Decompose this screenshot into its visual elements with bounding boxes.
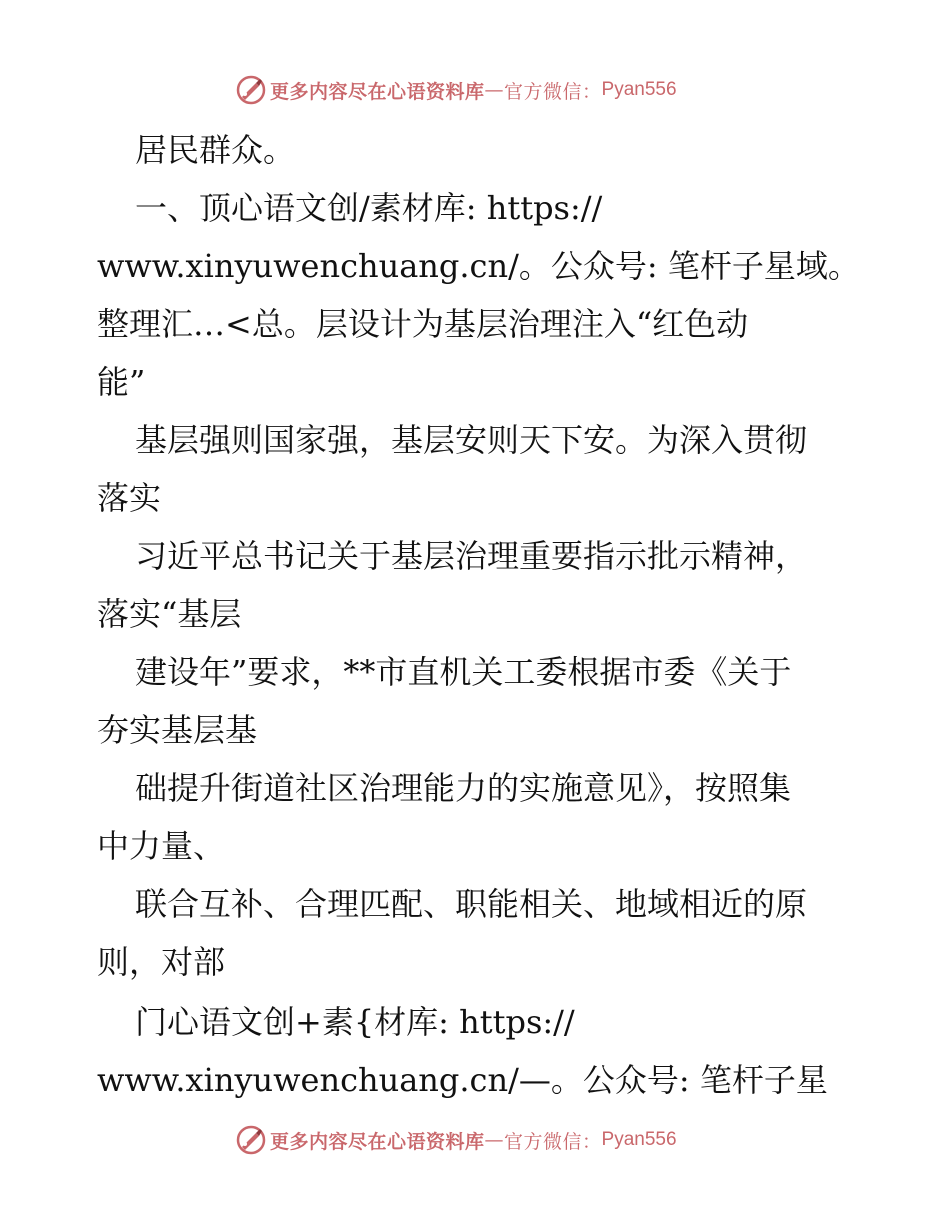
banner-wechat-id: Pyan556 bbox=[601, 1129, 677, 1150]
text-line: 整理汇…<总。层设计为基层治理注入“红色动 bbox=[97, 305, 749, 343]
text-line: 础提升街道社区治理能力的实施意见》，按照集 bbox=[135, 769, 792, 807]
text-line: 则，对部 bbox=[97, 943, 226, 981]
pen-logo-icon bbox=[236, 75, 266, 105]
text-line: www.xinyuwenchuang.cn/。公众号: 笔杆子星域。 bbox=[97, 247, 860, 285]
text-line: 建设年”要求，**市直机关工委根据市委《关于 bbox=[135, 653, 792, 691]
banner-wechat-id: Pyan556 bbox=[601, 79, 677, 100]
header-banner bbox=[236, 74, 677, 106]
text-line: 门心语文创+素{材库: https:// bbox=[135, 1003, 575, 1041]
text-line: www.xinyuwenchuang.cn/—。公众号: 笔杆子星 bbox=[97, 1061, 828, 1099]
text-line: 落实 bbox=[97, 479, 162, 517]
text-line: 居民群众。 bbox=[135, 131, 296, 169]
text-line: 落实“基层 bbox=[97, 595, 242, 633]
banner-dash: — bbox=[484, 1129, 505, 1151]
text-line: 夯实基层基 bbox=[97, 711, 258, 749]
text-line: 一、顶心语文创/素材库: https:// bbox=[135, 189, 603, 227]
banner-promo-text: 更多内容尽在心语资料库 bbox=[270, 1130, 485, 1153]
text-line: 中力量、 bbox=[97, 827, 226, 865]
banner-dash: — bbox=[484, 79, 505, 101]
banner-contact-label: 官方微信： bbox=[504, 1130, 602, 1153]
text-line: 习近平总书记关于基层治理重要指示批示精神， bbox=[135, 537, 808, 575]
footer-banner bbox=[236, 1124, 677, 1156]
pen-logo-icon bbox=[236, 1125, 266, 1155]
banner-contact-label: 官方微信： bbox=[504, 80, 602, 103]
text-line: 基层强则国家强，基层安则天下安。为深入贯彻 bbox=[135, 421, 808, 459]
text-line: 能” bbox=[97, 363, 146, 401]
text-line: 联合互补、合理匹配、职能相关、地域相近的原 bbox=[135, 885, 808, 923]
banner-promo-text: 更多内容尽在心语资料库 bbox=[270, 80, 485, 103]
